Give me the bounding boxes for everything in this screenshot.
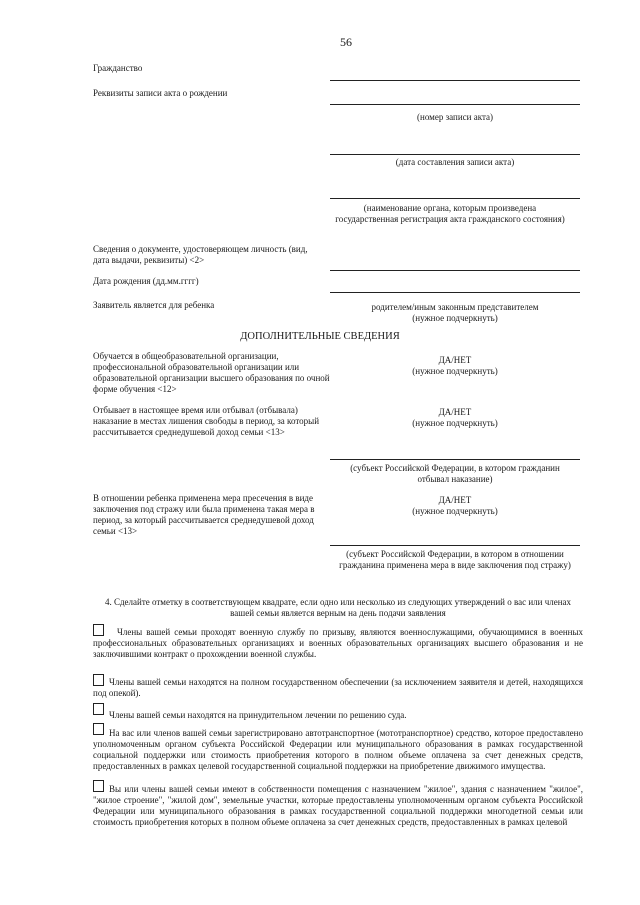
studies-yes-no[interactable]: ДА/НЕТ <box>438 355 472 365</box>
custody-question: В отношении ребенка применена мера пресечения в виде заключения под стражу или была применена такая мера в период, за который рассчитывается среднедушевой доход семьи <13> <box>93 493 315 536</box>
birth-date-line[interactable] <box>330 292 580 293</box>
citizenship-label: Гражданство <box>93 63 143 73</box>
record-number-caption: (номер записи акта) <box>417 112 493 122</box>
item-military: Члены вашей семьи проходят военную службу по призыву, являются военнослужащими, обучающимися в военных профессиональных образовательных организациях и военных образовательных организациях высшего образования и не заключившими контракт о прохождении военной службы. <box>93 627 583 659</box>
record-date-line[interactable] <box>330 154 580 155</box>
serves-underline-caption: (нужное подчеркнуть) <box>412 418 498 428</box>
item-vehicle: На вас или членов вашей семьи зарегистрировано автотранспортное (мототранспортное) средство, которое предоставлено уполномоченным органом субъекта Российской Федерации или муниципального образования в рамках государственной социальной поддержки или стоимость приобретения которого в полном объеме оплачена за счет денежных средств, предоставленных в рамках целевой государственной социальной поддержки на приобретение движимого имущества. <box>93 728 583 771</box>
region-served-caption: (субъект Российской Федерации, в котором гражданин отбывал наказание) <box>350 463 560 484</box>
custody-yes-no[interactable]: ДА/НЕТ <box>438 495 472 505</box>
item-treatment: Члены вашей семьи находятся на принудительном лечении по решению суда. <box>109 710 407 720</box>
studies-question: Обучается в общеобразовательной организации, профессиональной образовательной организации или образовательной организации высшего образования по очной форме обучения <12> <box>93 351 330 394</box>
serves-question: Отбывает в настоящее время или отбывал (отбывала) наказание в местах лишения свободы в период, за который рассчитывается среднедушевой доход семьи <13> <box>93 405 320 437</box>
id-document-label: Сведения о документе, удостоверяющем личность (вид, дата выдачи, реквизиты) <2> <box>93 244 308 265</box>
item-housing: Вы или члены вашей семьи имеют в собственности помещения с назначением "жилое", здания с назначением "жилое", "жилое строение", "жилой дом", земельные участки, которые предоставлены уполномоченным органом субъекта Российской Федерации или муниципального образования в рамках государственной социальной поддержки многодетной семьи или стоимость приобретения которых в полном объеме оплачена за счет денежных средств, предоставленных в рамках целевой <box>93 784 583 827</box>
region-custody-caption: (субъект Российской Федерации, в котором в отношении гражданина применена мера в виде заключения под стражу) <box>339 549 571 570</box>
birth-date-label: Дата рождения (дд.мм.гггг) <box>93 276 199 286</box>
custody-underline-caption: (нужное подчеркнуть) <box>412 506 498 516</box>
studies-underline-caption: (нужное подчеркнуть) <box>412 366 498 376</box>
citizenship-line[interactable] <box>330 80 580 81</box>
region-served-line[interactable] <box>330 459 580 460</box>
applicant-underline-caption: (нужное подчеркнуть) <box>412 313 498 323</box>
applicant-options[interactable]: родителем/иным законным представителем <box>371 302 539 312</box>
id-document-line[interactable] <box>330 270 580 271</box>
section4-intro: 4. Сделайте отметку в соответствующем квадрате, если одно или несколько из следующих утверждений о вас или членах вашей семьи является верным на день подачи заявления <box>104 597 572 618</box>
item-state-support: Члены вашей семьи находятся на полном государственном обеспечении (за исключением заявителя и детей, находящихся под опекой). <box>93 677 583 698</box>
birth-record-label: Реквизиты записи акта о рождении <box>93 88 228 98</box>
applicant-is-label: Заявитель является для ребенка <box>93 300 215 310</box>
additional-heading: ДОПОЛНИТЕЛЬНЫЕ СВЕДЕНИЯ <box>240 331 400 342</box>
birth-record-line[interactable] <box>330 104 580 105</box>
authority-caption: (наименование органа, которым произведена государственная регистрация акта гражданского состояния) <box>335 203 565 224</box>
page-number: 56 <box>340 35 352 49</box>
serves-yes-no[interactable]: ДА/НЕТ <box>438 407 472 417</box>
authority-line[interactable] <box>330 198 580 199</box>
region-custody-line[interactable] <box>330 545 580 546</box>
record-date-caption: (дата составления записи акта) <box>395 157 515 167</box>
